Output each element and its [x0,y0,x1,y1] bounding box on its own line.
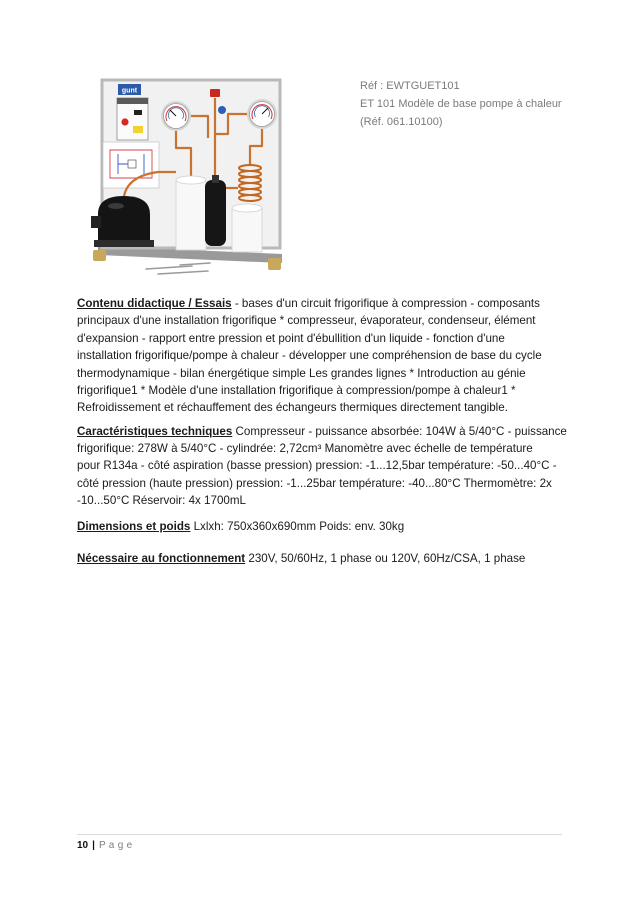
reservoir-top [232,204,262,212]
control-box-strip [117,98,148,104]
left-foot [93,250,106,261]
warning-label [133,126,143,133]
thermometer [158,271,208,274]
reference-block [360,77,562,131]
reference-code: Réf : EWTGUET101 [360,80,460,92]
page-label: P a g e [98,840,133,851]
main-switch-knob [121,118,128,125]
section-3-line-1 [77,518,404,535]
section-2-line-2: frigorifique: 278W à 5/40°C - cylindrée: 2,72cm³ Manomètre avec échelle de température [77,442,533,456]
section-4-text: 230V, 50/60Hz, 1 phase ou 120V, 60Hz/CSA, 1 phase [245,552,526,565]
section-2-text: Compresseur - puissance absorbée: 104W à 5/40°C - puissance [232,425,567,438]
section-3-text: Lxlxh: 750x360x690mm Poids: env. 30kg [190,520,405,533]
compressor-terminal-box [91,216,101,228]
didactic-content-heading: Contenu didactique / Essais [77,297,232,310]
section-1-line-4: installation frigorifique/pompe à chaleur - développer une compréhension de base du cycle [77,349,542,363]
condenser-coil [239,165,261,201]
high-pressure-gauge [247,99,277,129]
alternate-reference: (Réf. 061.10100) [360,116,443,128]
dimensions-weight-section [77,518,404,535]
section-1-line-1 [77,295,542,312]
schematic-sheet [103,142,159,188]
logo [118,84,141,95]
compressor-highlight [108,203,124,209]
didactic-content-section [77,295,542,417]
section-2-line-1 [77,423,567,440]
control-box-body [117,98,148,140]
compressor-base [94,240,154,247]
footer-divider [77,834,562,835]
right-foot [268,258,281,270]
expansion-valve [210,89,220,97]
compressor [91,196,154,247]
logo-text: gunt [121,87,138,95]
thermometers [146,263,210,274]
page-footer [77,839,133,852]
right-reservoir [232,204,262,252]
section-1-line-5: thermodynamique - bilan énergétique simple Les grandes lignes * Introduction au génie [77,366,526,380]
section-2-line-5: -10...50°C Réservoir: 4x 1700mL [77,493,246,507]
technical-specs-heading: Caractéristiques techniques [77,425,233,438]
dimensions-weight-heading: Dimensions et poids [77,520,191,533]
section-1-line-2: principaux d'une installation frigorifique * compresseur, évaporateur, condenseur, élément [77,314,536,328]
reservoir-body [232,208,262,252]
section-2-line-3: pour R134a - côté aspiration (basse pression) pression: -1...12,5bar température: -50...40°C - [77,459,557,473]
section-2-line-4: côté pression (haute pression) pression: -1...25bar température: -40...80°C Thermomètre: 2x [77,476,552,490]
schematic-diagram [103,142,159,188]
pressure-switch [218,106,226,114]
section-4-line-1 [77,550,525,567]
low-pressure-gauge [161,101,191,131]
sight-glass [212,175,219,183]
section-1-line-6: frigorifique1 * Modèle d'une installation frigorifique à compression/pompe à chaleur1 * [77,384,516,398]
technical-specs-section [77,423,567,509]
requirements-section [77,550,525,567]
section-1-text: - bases d'un circuit frigorifique à compression - composants [231,297,540,310]
reservoir-top [176,176,206,184]
model-name: ET 101 Modèle de base pompe à chaleur [360,98,562,110]
left-reservoir [176,176,206,250]
requirements-heading: Nécessaire au fonctionnement [77,552,246,565]
receiver-dryer [205,180,226,246]
section-1-line-3: d'expansion - rapport entre pression et point d'ébullition d'un liquide - fonction d'une [77,331,505,345]
thermometer [180,263,210,265]
reservoir-body [176,180,206,250]
product-photo [88,76,293,278]
page-number: 10 [77,840,89,851]
compressor-dome [98,196,150,244]
indicator-lamp [134,110,142,115]
section-1-line-7: Refroidissement et réchauffement des échangeurs thermiques directement tangible. [77,401,508,415]
thermometer [146,266,192,269]
footer-separator: | [92,840,95,851]
control-box [117,98,148,140]
